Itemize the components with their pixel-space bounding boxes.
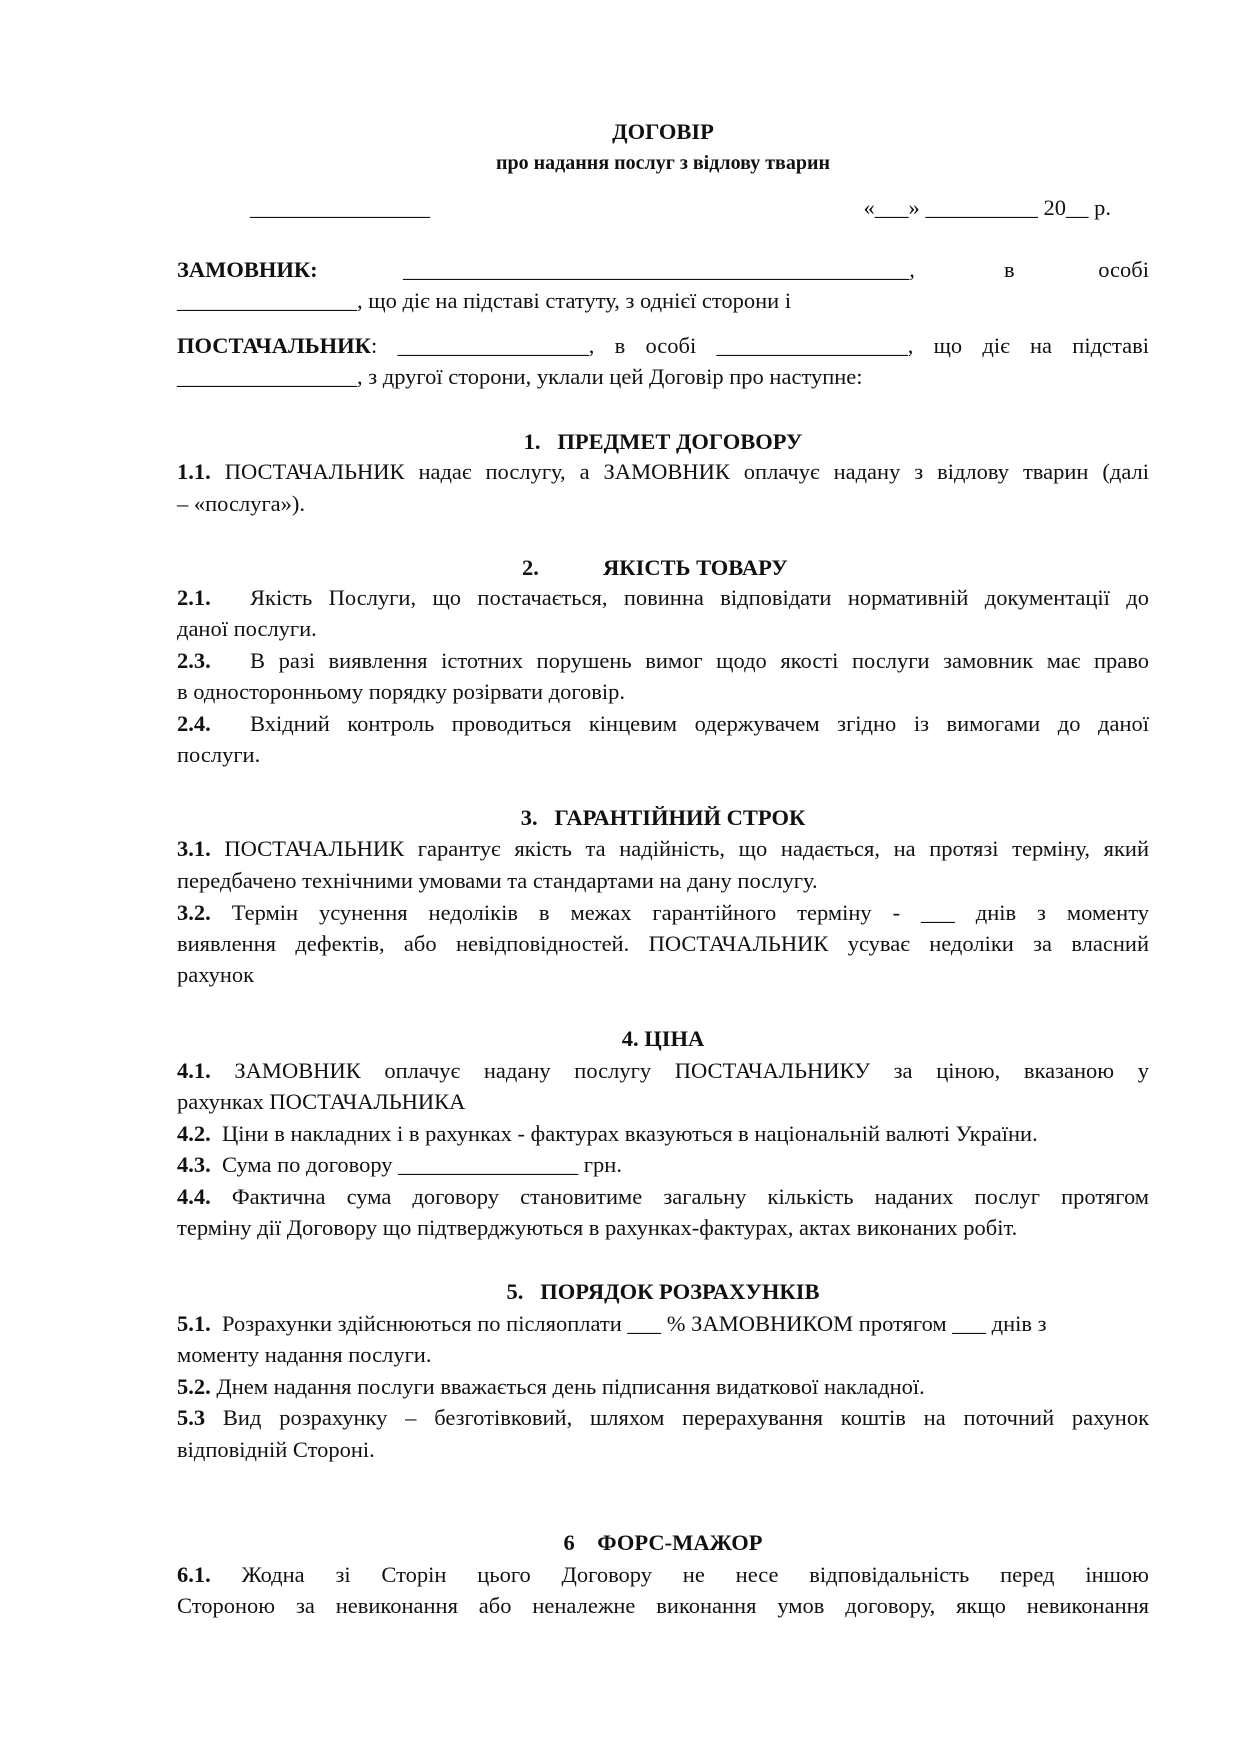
clause-4-1-cont: рахунках ПОСТАЧАЛЬНИКА bbox=[177, 1089, 466, 1114]
clause-text: Фактична сума договору становитиме загальну кількість наданих послуг протягом bbox=[210, 1184, 1149, 1209]
clause-6-1-cont: Стороною за невиконання або неналежне виконання умов договору, якщо невиконання bbox=[177, 1593, 1149, 1618]
clause-text: Вид розрахунку – безготівковий, шляхом перерахування коштів на поточний рахунок bbox=[205, 1405, 1149, 1430]
clause-4-4-cont: терміну дії Договору що підтверджуються в рахунках-фактурах, актах виконаних робіт. bbox=[177, 1215, 1018, 1240]
clause-text: Вхідний контроль проводиться кінцевим одержувачем згідно із вимогами до даної bbox=[250, 711, 1149, 736]
section-6-heading: 6 ФОРС-МАЖОР bbox=[563, 1530, 763, 1555]
clause-number: 6.1. bbox=[177, 1562, 211, 1587]
clause-2-4-cont: послуги. bbox=[177, 742, 261, 767]
customer-label: ЗАМОВНИК: bbox=[177, 257, 318, 282]
clause-number: 5.2. bbox=[177, 1374, 211, 1399]
clause-text: Якість Послуги, що постачається, повинна відповідати нормативній документації до bbox=[250, 585, 1149, 610]
clause-text: ПОСТАЧАЛЬНИК надає послугу, а ЗАМОВНИК оплачує надану з відлову тварин (далі bbox=[210, 459, 1149, 484]
supplier-label: ПОСТАЧАЛЬНИК bbox=[177, 333, 371, 358]
section-1-heading: 1. ПРЕДМЕТ ДОГОВОРУ bbox=[523, 429, 803, 454]
clause-text: В разі виявлення істотних порушень вимог щодо якості послуги замовник має право bbox=[250, 648, 1149, 673]
document-subtitle: про надання послуг з відлову тварин bbox=[495, 152, 830, 174]
clause-3-2 bbox=[177, 897, 1149, 928]
clause-number: 2.4. bbox=[177, 711, 211, 736]
supplier-line-1-text: : _________________, в особі _________________, що діє на підставі bbox=[370, 333, 1149, 358]
clause-number: 4.3. bbox=[177, 1152, 211, 1177]
supplier-line-1 bbox=[177, 330, 1149, 361]
clause-4-2 bbox=[177, 1118, 1149, 1149]
clause-text: Жодна зі Сторін цього Договору не несе відповідальність перед іншою bbox=[210, 1562, 1149, 1587]
contract-date: «___» __________ 20__ р. bbox=[863, 195, 1111, 220]
clause-5-1-cont: моменту надання послуги. bbox=[177, 1342, 432, 1367]
section-2-title: ЯКІСТЬ ТОВАРУ bbox=[603, 555, 788, 580]
clause-number: 4.1. bbox=[177, 1058, 211, 1083]
customer-name-blank: _____________________________________________, bbox=[403, 257, 915, 282]
customer-in-word: в bbox=[1004, 257, 1015, 282]
clause-number: 2.3. bbox=[177, 648, 211, 673]
customer-person-word: особі bbox=[1098, 257, 1149, 282]
clause-number: 3.1. bbox=[177, 836, 211, 861]
clause-2-1-cont: даної послуги. bbox=[177, 616, 317, 641]
clause-3-2-cont-2: рахунок bbox=[177, 962, 255, 987]
clause-text: ПОСТАЧАЛЬНИК гарантує якість та надійність, що надається, на протязі терміну, який bbox=[210, 836, 1149, 861]
clause-number: 1.1. bbox=[177, 459, 211, 484]
customer-line-2: ________________, що діє на підставі статуту, з однієї сторони і bbox=[177, 288, 792, 313]
clause-number: 5.1. bbox=[177, 1311, 211, 1336]
clause-text: Днем надання послуги вважається день підписання видаткової накладної. bbox=[210, 1374, 925, 1399]
clause-5-2 bbox=[177, 1371, 1149, 1402]
clause-2-3-cont: в односторонньому порядку розірвати договір. bbox=[177, 679, 626, 704]
clause-number: 2.1. bbox=[177, 585, 211, 610]
clause-6-1 bbox=[177, 1559, 1149, 1590]
section-3-heading: 3. ГАРАНТІЙНИЙ СТРОК bbox=[520, 805, 806, 830]
clause-4-1 bbox=[177, 1055, 1149, 1086]
clause-4-4 bbox=[177, 1181, 1149, 1212]
supplier-line-2: ________________, з другої сторони, уклали цей Договір про наступне: bbox=[177, 364, 863, 389]
clause-text: Сума по договору ________________ грн. bbox=[210, 1152, 622, 1177]
clause-3-2-cont-1: виявлення дефектів, або невідповідностей. ПОСТАЧАЛЬНИК усуває недоліки за власний bbox=[177, 931, 1149, 956]
clause-text: ЗАМОВНИК оплачує надану послугу ПОСТАЧАЛЬНИКУ за ціною, вказаною у bbox=[210, 1058, 1149, 1083]
clause-text: Термін усунення недоліків в межах гарантійного терміну - ___ днів з моменту bbox=[210, 900, 1149, 925]
clause-number: 4.2. bbox=[177, 1121, 211, 1146]
clause-1-1-cont: – «послуга»). bbox=[177, 491, 306, 516]
clause-text: Ціни в накладних і в рахунках - фактурах вказуються в національній валюті України. bbox=[210, 1121, 1038, 1146]
section-5-heading: 5. ПОРЯДОК РОЗРАХУНКІВ bbox=[506, 1279, 820, 1304]
section-4-heading: 4. ЦІНА bbox=[621, 1026, 705, 1051]
document-title: ДОГОВІР bbox=[612, 119, 714, 144]
section-2-number: 2. bbox=[522, 555, 539, 580]
clause-3-1 bbox=[177, 833, 1149, 864]
place-blank: ________________ bbox=[250, 195, 430, 220]
clause-number: 5.3 bbox=[177, 1405, 206, 1430]
clause-number: 4.4. bbox=[177, 1184, 211, 1209]
clause-5-1 bbox=[177, 1308, 1149, 1339]
clause-1-1 bbox=[177, 456, 1149, 487]
clause-number: 3.2. bbox=[177, 900, 211, 925]
clause-text: Розрахунки здійснюються по післяоплати ___ % ЗАМОВНИКОМ протягом ___ днів з bbox=[210, 1311, 1047, 1336]
clause-5-3-cont: відповідній Стороні. bbox=[177, 1437, 375, 1462]
clause-3-1-cont: передбачено технічними умовами та стандартами на дану послугу. bbox=[177, 868, 818, 893]
clause-4-3 bbox=[177, 1149, 1149, 1180]
clause-5-3 bbox=[177, 1402, 1149, 1433]
